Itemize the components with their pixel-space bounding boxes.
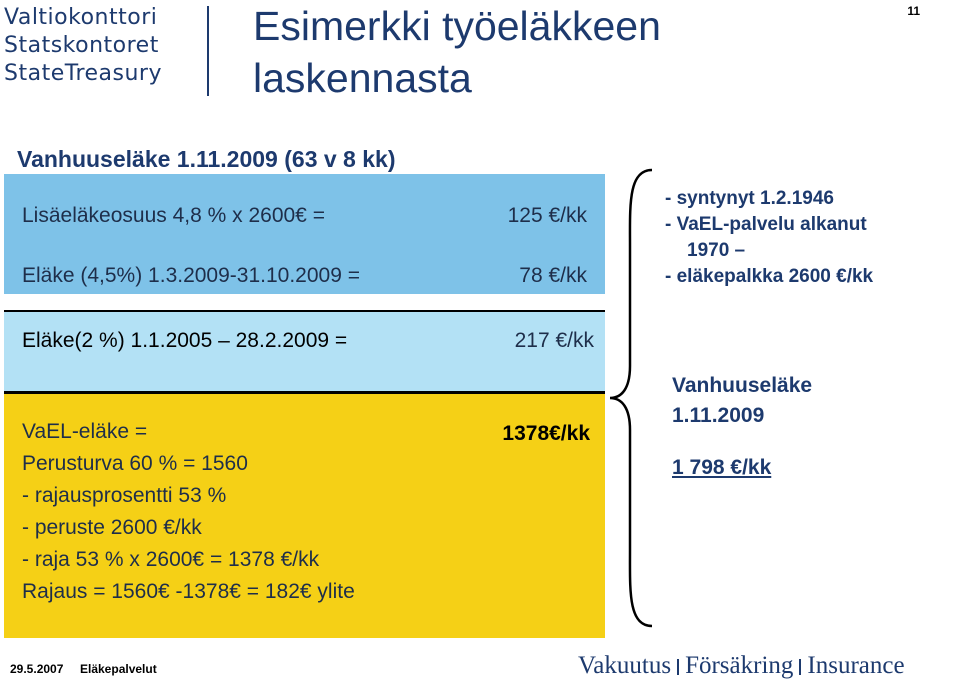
vael-line-1: Perusturva 60 % = 1560 (22, 452, 248, 475)
slogan-en: Insurance (807, 652, 905, 679)
footer-slogan (578, 652, 905, 680)
vael-value: 1378€/kk (502, 422, 590, 445)
vael-details (22, 416, 355, 608)
row-label-elake-45: Eläke (4,5%) 1.3.2009-31.10.2009 = (22, 264, 360, 287)
slogan-fi: Vakuutus (578, 652, 672, 679)
page-number: 11 (907, 4, 920, 18)
row-label-elake-2: Eläke(2 %) 1.1.2005 – 28.2.2009 = (22, 329, 348, 352)
row-label-lisaelake: Lisäeläkeosuus 4,8 % x 2600€ = (22, 204, 325, 227)
logo-divider (207, 6, 209, 96)
result-amount: 1 798 €/kk (672, 456, 772, 479)
vael-label: VaEL-eläke = (22, 420, 148, 443)
info-salary: - eläkepalkka 2600 €/kk (665, 266, 874, 287)
info-vael-start: - VaEL-palvelu alkanut (665, 214, 867, 235)
info-year: 1970 – (687, 240, 746, 261)
result-block (672, 371, 812, 483)
result-label-2: 1.11.2009 (672, 404, 765, 427)
logo-line-fi: Valtiokonttori (4, 5, 158, 30)
logo-line-sv: Statskontoret (4, 33, 159, 58)
page-title (253, 0, 661, 104)
logo (4, 4, 194, 88)
footer-date: 29.5.2007 (10, 662, 64, 676)
vael-line-3: - peruste 2600 €/kk (22, 516, 202, 539)
divider-line-2 (4, 391, 605, 394)
info-born: - syntynyt 1.2.1946 (665, 188, 834, 209)
curly-brace (608, 166, 658, 630)
footer-department: Eläkepalvelut (80, 662, 157, 676)
title-line-1: Esimerkki työeläkkeen (253, 3, 661, 49)
info-block (665, 186, 873, 290)
vael-line-2: - rajausprosentti 53 % (22, 484, 227, 507)
blue-box-light (4, 312, 605, 394)
row-value-lisaelake: 125 €/kk (507, 204, 587, 227)
slogan-separator-1 (677, 659, 679, 675)
result-label-1: Vanhuuseläke (672, 374, 813, 397)
subtitle: Vanhuuseläke 1.11.2009 (63 v 8 kk) (17, 146, 396, 172)
vael-line-5: Rajaus = 1560€ -1378€ = 182€ ylite (22, 580, 355, 603)
vael-line-4: - raja 53 % x 2600€ = 1378 €/kk (22, 548, 320, 571)
row-value-elake-2: 217 €/kk (514, 329, 594, 352)
slogan-separator-2 (799, 659, 801, 675)
logo-line-en: StateTreasury (4, 61, 162, 86)
row-value-elake-45: 78 €/kk (519, 264, 587, 287)
title-line-2: laskennasta (253, 55, 472, 101)
divider-line-1 (4, 310, 605, 312)
slogan-sv: Försäkring (685, 652, 794, 679)
